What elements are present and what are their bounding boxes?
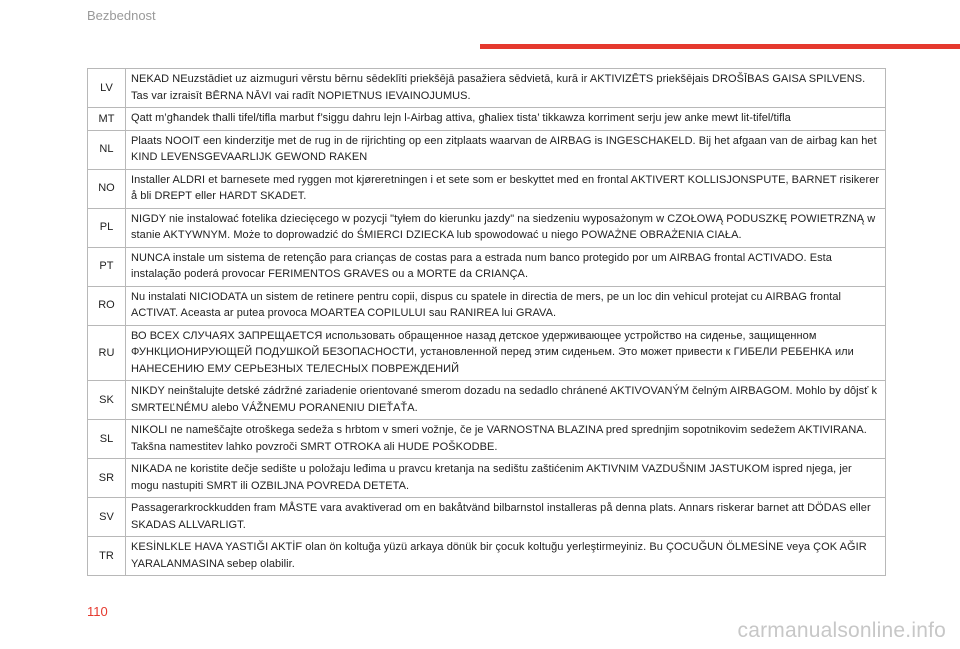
language-code-cell: SK [88,381,126,420]
header-accent-bar [480,44,960,49]
warning-text-cell: Qatt m’għandek tħalli tifel/tifla marbut f’siggu dahru lejn l-Airbag attiva, għaliex tista’ tikkawza korriment serju jew anke mewt lit-tifel/tifla [126,108,886,131]
warning-table-container [87,68,886,576]
warning-text-cell: NIKADA ne koristite dečje sedište u položaju leđima u pravcu kretanja na sedištu zaštićenim AKTIVNIM VAZDUŠNIM JASTUKOM ispred njega, jer mogu nastupiti SMRT ili OZBILJNA POVREDA DETETA. [126,459,886,498]
warning-text-cell: NUNCA instale um sistema de retenção para crianças de costas para a estrada num banco protegido por um AIRBAG frontal ACTIVADO. Esta instalação poderá provocar FERIMENTOS GRAVES ou a MORTE da CRIANÇA. [126,247,886,286]
language-code-cell: NO [88,169,126,208]
language-code-cell: NL [88,130,126,169]
warning-text-cell: Nu instalati NICIODATA un sistem de retinere pentru copii, dispus cu spatele in directia de mers, pe un loc din vehicul protejat cu AIRBAG frontal ACTIVAT. Aceasta ar putea provoca MOARTEA COPILULUI sau RANIREA lui GRAVA. [126,286,886,325]
language-code-cell: SR [88,459,126,498]
warning-text-cell: KESİNLKLE HAVA YASTIĞI AKTİF olan ön koltuğa yüzü arkaya dönük bir çocuk koltuğu yerleştirmeyiniz. Bu ÇOCUĞUN ÖLMESİNE veya ÇOK AĞIR YARALANMASINA sebep olabilir. [126,537,886,576]
warning-text-cell: NEKAD NEuzstādiet uz aizmuguri vērstu bērnu sēdeklīti priekšējā pasažiera sēdvietā, kurā ir AKTIVIZĒTS priekšējais DROŠĪBAS GAISA SPILVENS. Tas var izraisīt BĒRNA NĀVI vai radīt NOPIETNUS IEVAINOJUMUS. [126,69,886,108]
table-row [88,130,886,169]
language-code-cell: RO [88,286,126,325]
language-code-cell: SV [88,498,126,537]
table-row [88,459,886,498]
table-row [88,381,886,420]
table-row [88,325,886,381]
warning-text-cell: Installer ALDRI et barnesete med ryggen mot kjøreretningen i et sete som er beskyttet med en frontal AKTIVERT KOLLISJONSPUTE, BARNET risikerer å bli DREPT eller HARDT SKADET. [126,169,886,208]
language-code-cell: PT [88,247,126,286]
language-code-cell: LV [88,69,126,108]
table-row [88,420,886,459]
warning-text-cell: NIKOLI ne nameščajte otroškega sedeža s hrbtom v smeri vožnje, če je VARNOSTNA BLAZINA pred sprednjim sopotnikovim sedežem AKTIVIRANA. Takšna namestitev lahko povzroči SMRT OTROKA ali HUDE POŠKODBE. [126,420,886,459]
table-row [88,208,886,247]
language-code-cell: RU [88,325,126,381]
airbag-warning-table [87,68,886,576]
table-row [88,108,886,131]
table-row [88,169,886,208]
warning-text-cell: Passagerarkrockkudden fram MÅSTE vara avaktiverad om en bakåtvänd bilbarnstol installeras på denna plats. Annars riskerar barnet att DÖDAS eller SKADAS ALLVARLIGT. [126,498,886,537]
table-row [88,498,886,537]
language-code-cell: TR [88,537,126,576]
table-row [88,286,886,325]
language-code-cell: PL [88,208,126,247]
language-code-cell: MT [88,108,126,131]
table-row [88,69,886,108]
warning-text-cell: NIGDY nie instalować fotelika dziecięcego w pozycji "tyłem do kierunku jazdy" na siedzeniu wyposażonym w CZOŁOWĄ PODUSZKĘ POWIETRZNĄ w stanie AKTYWNYM. Może to doprowadzić do ŚMIERCI DZIECKA lub spowodować u niego POWAŻNE OBRAŻENIA CIAŁA. [126,208,886,247]
warning-text-cell: Plaats NOOIT een kinderzitje met de rug in de rijrichting op een zitplaats waarvan de AIRBAG is INGESCHAKELD. Bij het afgaan van de airbag kan het KIND LEVENSGEVAARLIJK GEWOND RAKEN [126,130,886,169]
warning-text-cell: ВО ВСЕХ СЛУЧАЯХ ЗАПРЕЩАЕТСЯ использовать обращенное назад детское удерживающее устройство на сиденье, защищенном ФУНКЦИОНИРУЮЩЕЙ ПОДУШКОЙ БЕЗОПАСНОСТИ, установленной перед этим сиденьем. Это может привести к ГИБЕЛИ РЕБЕНКА или НАНЕСЕНИЮ ЕМУ СЕРЬЕЗНЫХ ТЕЛЕСНЫХ ПОВРЕЖДЕНИЙ [126,325,886,381]
watermark: carmanualsonline.info [737,619,946,642]
language-code-cell: SL [88,420,126,459]
table-row [88,537,886,576]
warning-table-body [88,69,886,576]
table-row [88,247,886,286]
warning-text-cell: NIKDY neinštalujte detské zádržné zariadenie orientované smerom dozadu na sedadlo chránené AKTIVOVANÝM čelným AIRBAGOM. Mohlo by dôjsť k SMRTEĽNÉMU alebo VÁŽNEMU PORANENIU DIEŤAŤA. [126,381,886,420]
page-number: 110 [87,604,108,619]
page-header-title: Bezbednost [87,8,156,23]
